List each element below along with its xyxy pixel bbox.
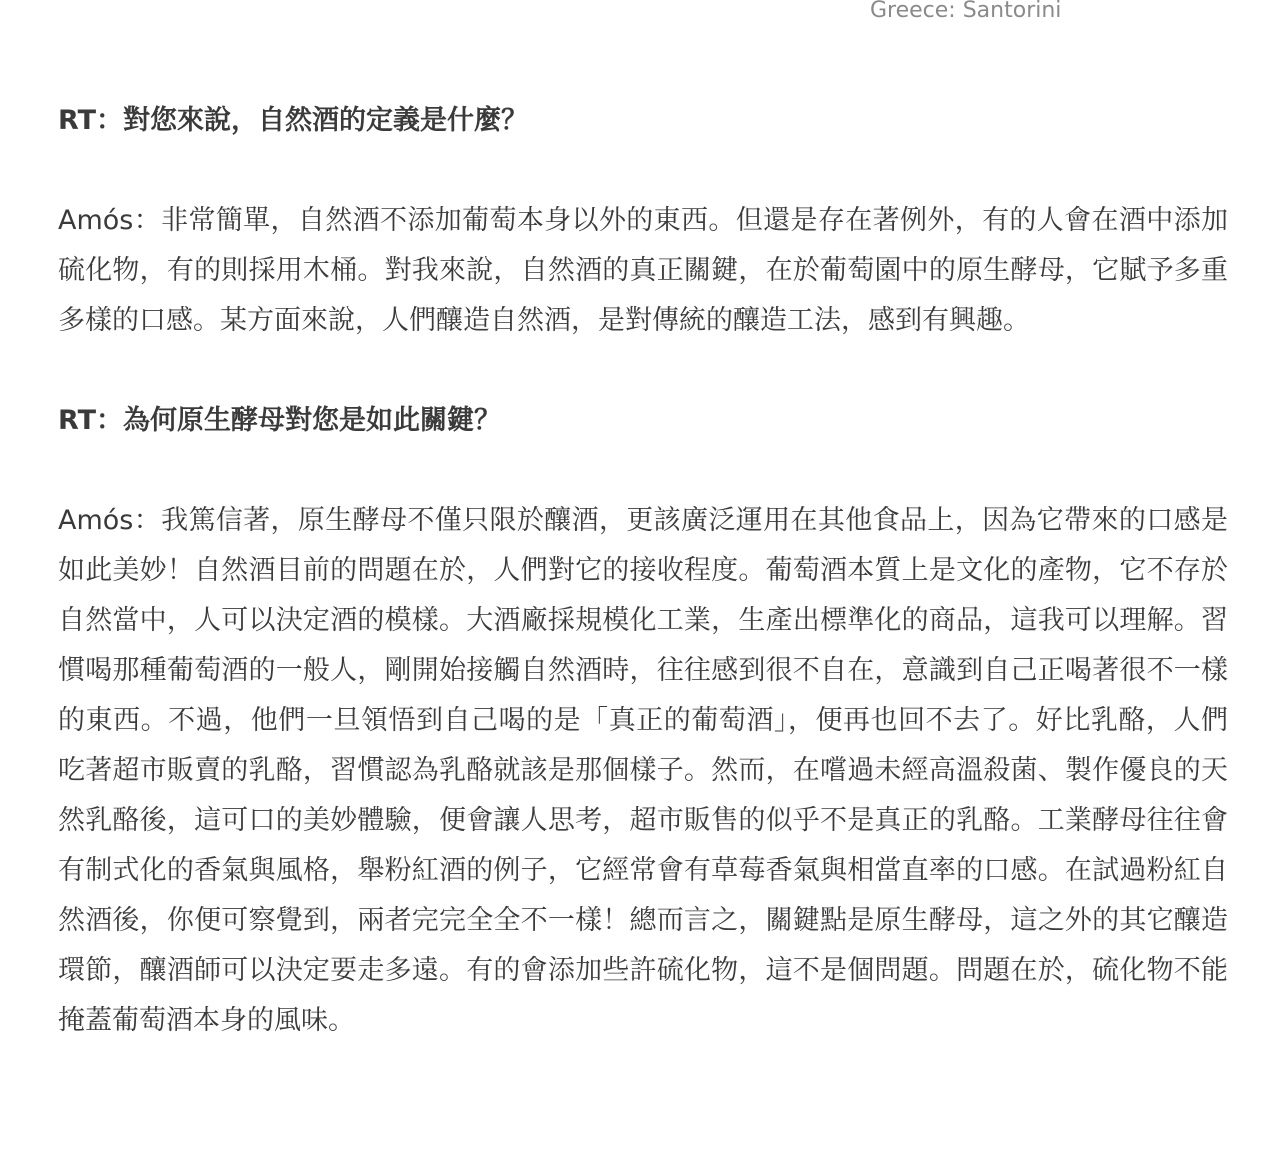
interview-answer-1: Amós：非常簡單，自然酒不添加葡萄本身以外的東西。但還是存在著例外，有的人會在酒中添加硫化物，有的則採用木桶。對我來說，自然酒的真正關鍵，在於葡萄園中的原生酵母，它賦予多重多樣的口感。某方面來說，人們釀造自然酒，是對傳統的釀造工法，感到有興趣。 xyxy=(58,205,1228,336)
paragraph-spacer xyxy=(58,346,1228,396)
interview-article xyxy=(58,96,1228,1046)
interview-answer-2: Amós：我篤信著，原生酵母不僅只限於釀酒，更該廣泛運用在其他食品上，因為它帶來的口感是如此美妙！自然酒目前的問題在於，人們對它的接收程度。葡萄酒本質上是文化的產物，它不存於自然當中，人可以決定酒的模樣。大酒廠採規模化工業，生產出標準化的商品，這我可以理解。習慣喝那種葡萄酒的一般人，剛開始接觸自然酒時，往往感到很不自在，意識到自己正喝著很不一樣的東西。不過，他們一旦領悟到自己喝的是「真正的葡萄酒」，便再也回不去了。好比乳酪，人們吃著超市販賣的乳酪，習慣認為乳酪就該是那個樣子。然而，在嚐過未經高溫殺菌、製作優良的天然乳酪後，這可口的美妙體驗，便會讓人思考，超市販售的似乎不是真正的乳酪。工業酵母往往會有制式化的香氣與風格，舉粉紅酒的例子，它經常會有草莓香氣與相當直率的口感。在試過粉紅自然酒後，你便可察覺到，兩者完完全全不一樣！總而言之，關鍵點是原生酵母，這之外的其它釀造環節，釀酒師可以決定要走多遠。有的會添加些許硫化物，這不是個問題。問題在於，硫化物不能掩蓋葡萄酒本身的風味。 xyxy=(58,505,1228,1036)
paragraph-spacer xyxy=(58,146,1228,196)
interview-question-1: RT：對您來說，自然酒的定義是什麼？ xyxy=(58,105,528,136)
image-caption: Greece: Santorini xyxy=(870,0,1062,23)
paragraph-spacer xyxy=(58,446,1228,496)
interview-question-2: RT：為何原生酵母對您是如此關鍵？ xyxy=(58,405,501,436)
